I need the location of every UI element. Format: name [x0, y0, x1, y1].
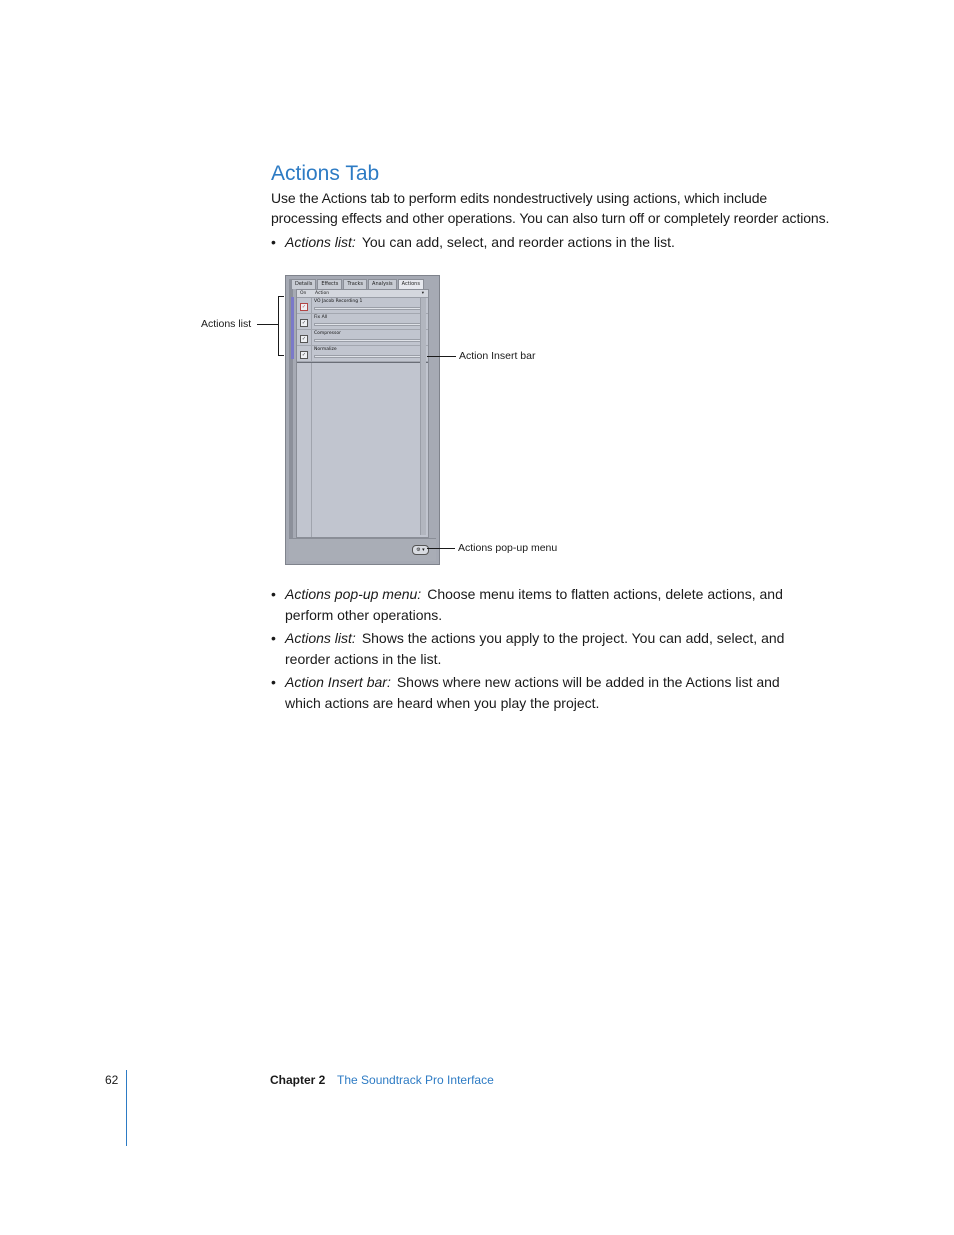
bullet-text: Shows where new actions will be added in the Actions list and which actions are heard when you play the project. [285, 674, 780, 711]
actions-list-scrollbar[interactable] [420, 298, 426, 535]
action-row[interactable] [297, 314, 428, 330]
bullet-list-bottom [271, 584, 816, 716]
callout-actions-list: Actions list [201, 318, 252, 330]
bullet-text: Shows the actions you apply to the project. You can add, select, and reorder actions in the list. [285, 630, 785, 667]
insert-bar-handle[interactable] [291, 297, 294, 359]
bullet-list-top [271, 232, 816, 256]
tab-analysis[interactable]: Analysis [368, 279, 397, 289]
tab-tracks[interactable]: Tracks [343, 279, 367, 289]
bullet-item [271, 232, 816, 253]
action-row[interactable] [297, 346, 428, 362]
bullet-text: You can add, select, and reorder actions in the list. [361, 234, 675, 250]
column-header-action[interactable]: Action [315, 291, 330, 296]
tab-actions[interactable]: Actions [398, 279, 424, 289]
bullet-item [271, 672, 816, 713]
tab-bar [291, 279, 425, 289]
action-insert-bar[interactable] [297, 362, 428, 363]
bullet-dot: • [271, 586, 276, 602]
tab-details[interactable]: Details [291, 279, 316, 289]
bullet-dot: • [271, 630, 276, 646]
bullet-dot: • [271, 674, 276, 690]
action-name: Normalize [314, 347, 337, 352]
bullet-dot: • [271, 234, 276, 250]
callout-actions-popup-menu: Actions pop-up menu [458, 542, 558, 554]
actions-bottom-bar [289, 538, 436, 561]
actions-popup-button[interactable]: ⚙ ▾ [412, 545, 429, 555]
bullet-text: Choose menu items to flatten actions, delete actions, and perform other operations. [285, 586, 783, 623]
bullet-item [271, 628, 816, 669]
action-name: VO Jacob Recording 1 [314, 299, 363, 304]
actions-tab-screenshot [285, 275, 440, 565]
bullet-term: Actions list: [285, 630, 356, 646]
action-checkbox[interactable]: ✓ [301, 320, 307, 326]
callout-bracket [278, 296, 279, 356]
footer-rule [126, 1070, 127, 1146]
action-checkbox[interactable]: ✓ [301, 336, 307, 342]
action-row[interactable] [297, 330, 428, 346]
page-number: 62 [105, 1073, 119, 1087]
action-checkbox[interactable]: ✓ [301, 304, 307, 310]
actions-list [296, 289, 429, 538]
callout-line [427, 356, 456, 357]
bullet-term: Actions list: [285, 234, 356, 250]
action-row[interactable] [297, 298, 428, 314]
bullet-term: Action Insert bar: [285, 674, 391, 690]
bullet-term: Actions pop-up menu: [285, 586, 422, 602]
callout-line [427, 548, 455, 549]
sort-arrow-icon: ▾ [421, 291, 424, 296]
intro-paragraph: Use the Actions tab to perform edits nondestructively using actions, which include processing effects and other operations. You can also turn off or completely reorder actions. [271, 190, 830, 226]
action-checkbox[interactable]: ✓ [301, 352, 307, 358]
action-name: Fix All [314, 315, 328, 320]
callout-line [257, 324, 278, 325]
bullet-item [271, 584, 816, 625]
actions-list-header [297, 290, 428, 298]
column-header-on[interactable]: On [300, 291, 307, 296]
callout-action-insert-bar: Action Insert bar [459, 350, 536, 362]
section-heading: Actions Tab [271, 162, 380, 185]
footer-chapter-title: The Soundtrack Pro Interface [337, 1073, 494, 1087]
action-name: Compressor [314, 331, 341, 336]
footer-chapter: Chapter 2 [270, 1073, 326, 1087]
tab-effects[interactable]: Effects [317, 279, 342, 289]
